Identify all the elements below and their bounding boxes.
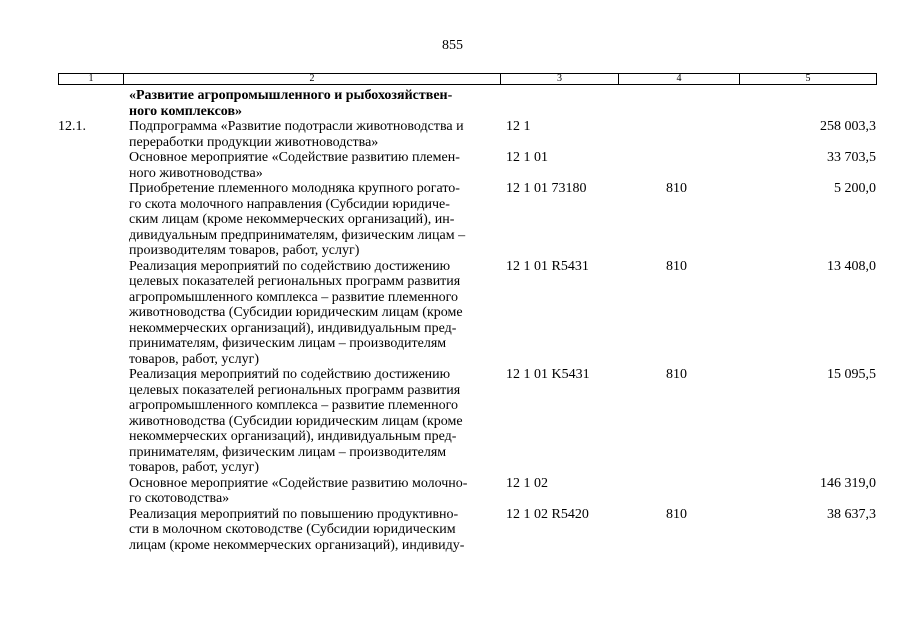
row-amount: 146 319,0	[820, 475, 876, 491]
row-name: Реализация мероприятий по содействию достижению целевых показателей региональных программ развития агропромышленного комплекса – развитие племенного животноводства (Субсидии юридическим лицам (кроме некоммерческих организаций), индивидуальным пред- принимателям, физическим лицам – производителям товаров, работ, услуг)	[129, 367, 463, 475]
row-amount: 38 637,3	[827, 506, 876, 522]
page-number: 855	[442, 38, 463, 53]
row-code: 12 1 02 R5420	[506, 506, 589, 522]
row-code: 12 1	[506, 119, 531, 134]
row-type: 810	[666, 258, 687, 274]
row-code: 12 1 01 73180	[506, 181, 587, 196]
table-row	[58, 150, 878, 181]
header-col-1: 1	[58, 73, 124, 85]
table-row	[58, 476, 878, 507]
row-name: Основное мероприятие «Содействие развитию племен- ного животноводства»	[129, 150, 460, 181]
row-type: 810	[666, 367, 687, 382]
header-col-2: 2	[123, 73, 501, 85]
row-code: 12 1 01	[506, 150, 548, 165]
table-body	[58, 88, 878, 553]
row-amount: 5 200,0	[834, 181, 876, 196]
header-col-4: 4	[618, 73, 740, 85]
row-type: 810	[666, 506, 687, 522]
row-code: 12 1 01 R5431	[506, 258, 589, 274]
table-row	[58, 259, 878, 368]
row-name: Приобретение племенного молодняка крупного рогато- го скота молочного направления (Субсидии юридиче- ским лицам (кроме некоммерческих организаций), ин- дивидуальным предпринимателям, физическим лицам – производителям товаров, работ, услуг)	[129, 181, 466, 258]
row-name: Реализация мероприятий по повышению продуктивно- сти в молочном скотоводстве (Субсидии юридическим лицам (кроме некоммерческих организаций), индивиду-	[129, 506, 465, 553]
row-name: «Развитие агропромышленного и рыбохозяйствен- ного комплексов»	[129, 88, 453, 119]
table-row	[58, 367, 878, 476]
row-name: Основное мероприятие «Содействие развитию молочно- го скотоводства»	[129, 475, 468, 506]
row-number: 12.1.	[58, 119, 86, 134]
row-amount: 33 703,5	[827, 150, 876, 165]
table-row	[58, 507, 878, 554]
row-name: Реализация мероприятий по содействию достижению целевых показателей региональных программ развития агропромышленного комплекса – развитие племенного животноводства (Субсидии юридическим лицам (кроме некоммерческих организаций), индивидуальным пред- принимателям, физическим лицам – производителям товаров, работ, услуг)	[129, 258, 463, 367]
row-code: 12 1 02	[506, 475, 548, 491]
row-type: 810	[666, 181, 687, 196]
table-row	[58, 119, 878, 150]
row-amount: 15 095,5	[827, 367, 876, 382]
row-amount: 13 408,0	[827, 258, 876, 274]
header-col-3: 3	[500, 73, 619, 85]
row-name: Подпрограмма «Развитие подотрасли животноводства и переработки продукции животноводства»	[129, 119, 464, 150]
header-col-5: 5	[739, 73, 877, 85]
row-code: 12 1 01 K5431	[506, 367, 590, 382]
row-amount: 258 003,3	[820, 119, 876, 134]
table-row	[58, 181, 878, 259]
table-row	[58, 88, 878, 119]
